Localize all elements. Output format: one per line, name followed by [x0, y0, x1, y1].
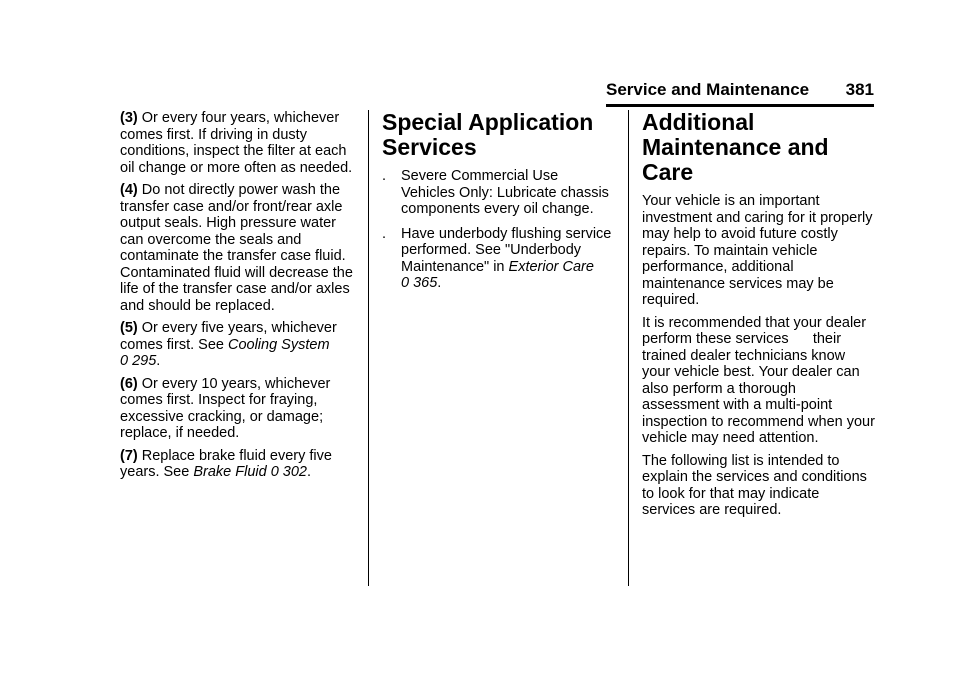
bullet-marker: .	[382, 225, 387, 242]
body-paragraph	[642, 315, 878, 447]
bullet-marker: .	[382, 168, 387, 184]
text-line: explain the services and conditions	[642, 469, 867, 485]
text-line: maintenance services may be	[642, 275, 834, 292]
text-line: performance, additional	[642, 259, 794, 275]
text-line: life of the transfer case and/or axles	[120, 281, 350, 297]
body-paragraph	[642, 193, 878, 309]
text-line: inspection to recommend when your	[642, 413, 875, 430]
text-line: components every oil change.	[401, 201, 594, 217]
header-rule	[606, 104, 874, 107]
text-line: your vehicle best. Your dealer can	[642, 364, 860, 380]
footnote-5	[120, 320, 356, 370]
footnote-number: (3)	[120, 110, 138, 126]
text-line: It is recommended that your dealer	[642, 314, 867, 331]
footnote-6	[120, 376, 356, 442]
bullet-item	[382, 226, 614, 292]
text-line: Have underbody flushing service	[401, 225, 612, 242]
heading-line: Services	[382, 134, 477, 160]
text-line: years. See	[120, 464, 194, 480]
page-reference-link[interactable]: 0 295	[120, 353, 157, 369]
text-line: The following list is intended to	[642, 452, 840, 469]
text-line: Or every 10 years, whichever	[141, 375, 331, 392]
heading-line: Additional	[642, 109, 755, 135]
text-line: investment and caring for it properly	[642, 209, 873, 226]
text-line: repairs. To maintain vehicle	[642, 242, 818, 259]
text-line: replace, if needed.	[120, 425, 240, 441]
text-line: can overcome the seals and	[120, 231, 302, 248]
text-line: services are required.	[642, 502, 782, 518]
body-paragraph	[642, 453, 878, 519]
footnote-number: (6)	[120, 375, 138, 392]
text-line: perform these services their	[642, 331, 842, 347]
text-line: Or every five years, whichever	[141, 320, 337, 336]
text-line: vehicle may need attention.	[642, 430, 819, 446]
text-line: conditions, inspect the filter at each	[120, 143, 347, 159]
text-line: Contaminated fluid will decrease the	[120, 264, 353, 281]
page-reference-link[interactable]: 0 302	[266, 464, 308, 480]
heading-line: Special Application	[382, 109, 594, 135]
footnote-number: (4)	[120, 182, 138, 198]
text-line: Replace brake fluid every five	[141, 447, 332, 464]
text-line: Do not directly power wash the	[141, 182, 341, 198]
header-section-title: Service and Maintenance	[606, 80, 810, 99]
text-line: .	[437, 275, 442, 291]
footnote-number: (5)	[120, 320, 138, 336]
bullet-item	[382, 168, 614, 218]
text-line: Maintenance" in	[401, 258, 509, 275]
text-line: trained dealer technicians know	[642, 347, 846, 364]
cross-reference-link[interactable]: Brake Fluid	[193, 464, 267, 480]
text-line: transfer case and/or front/rear axle	[120, 198, 343, 215]
text-line: assessment with a multi-point	[642, 397, 833, 413]
text-line: also perform a thorough	[642, 380, 796, 397]
text-line: required.	[642, 292, 700, 308]
text-line: Vehicles Only: Lubricate chassis	[401, 184, 609, 201]
column-special-services	[382, 110, 614, 300]
text-line: Severe Commercial Use	[401, 168, 559, 184]
column-divider	[628, 110, 629, 586]
running-header	[606, 80, 874, 104]
text-line: contaminate the transfer case fluid.	[120, 248, 346, 264]
text-line: and should be replaced.	[120, 297, 275, 314]
footnote-4	[120, 182, 356, 314]
column-additional-maintenance	[642, 110, 878, 525]
text-line: comes first. See	[120, 336, 228, 353]
column-footnotes	[120, 110, 356, 487]
page-number: 381	[845, 80, 874, 99]
cross-reference-link[interactable]: Cooling System	[227, 336, 330, 353]
footnote-3	[120, 110, 356, 176]
text-line: to look for that may indicate	[642, 485, 820, 502]
text-line: .	[307, 464, 312, 480]
text-line: Or every four years, whichever	[141, 110, 340, 126]
page-reference-link[interactable]: 0 365	[401, 275, 438, 291]
text-line: performed. See "Underbody	[401, 242, 582, 258]
text-line: Your vehicle is an important	[642, 193, 820, 209]
text-line: .	[156, 353, 161, 369]
footnote-7	[120, 448, 356, 481]
text-line: oil change or more often as needed.	[120, 159, 353, 176]
text-line: may help to avoid future costly	[642, 226, 838, 242]
section-heading	[382, 110, 614, 160]
text-line: output seals. High pressure water	[120, 215, 336, 231]
column-divider	[368, 110, 369, 586]
footnote-number: (7)	[120, 447, 138, 464]
text-line: comes first. If driving in dusty	[120, 126, 307, 143]
text-line: excessive cracking, or damage;	[120, 408, 324, 425]
section-heading	[642, 110, 878, 185]
cross-reference-link[interactable]: Exterior Care	[508, 258, 594, 275]
heading-line: Maintenance and Care	[642, 134, 829, 185]
text-line: comes first. Inspect for fraying,	[120, 392, 318, 408]
